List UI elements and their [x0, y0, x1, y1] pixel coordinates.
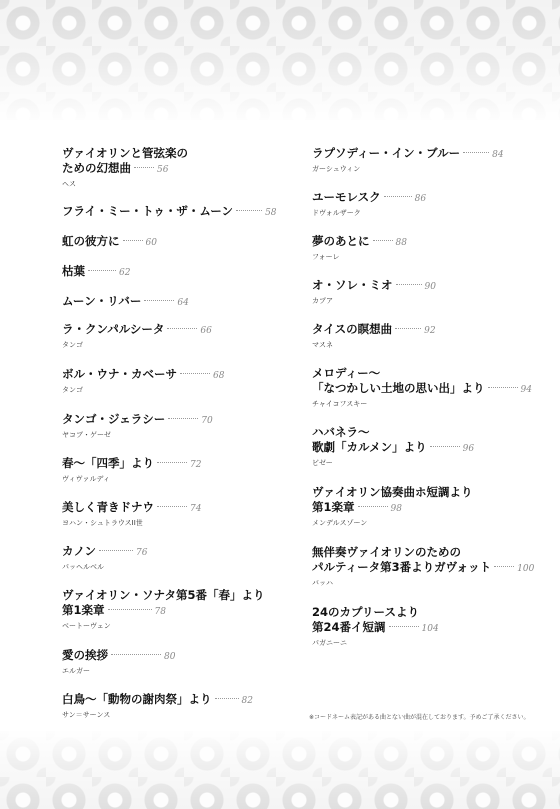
dot-leader — [215, 698, 239, 699]
page-number: 60 — [145, 238, 157, 248]
composer: メンデルスゾーン — [312, 519, 368, 527]
composer: マスネ — [312, 341, 333, 349]
page-number: 62 — [119, 268, 131, 278]
page-number: 82 — [241, 696, 253, 706]
entry-title-line: タンゴ・ジェラシー 70 — [62, 412, 213, 426]
composer: タンゴ — [62, 386, 83, 394]
dot-leader — [236, 210, 262, 211]
toc-entry — [312, 485, 473, 528]
entry-title-line: 白鳥〜「動物の謝肉祭」より 82 — [62, 692, 253, 706]
page-number: 58 — [265, 208, 277, 218]
entry-title-line: 愛の挨拶 80 — [62, 648, 176, 662]
composer: ビゼー — [312, 459, 333, 467]
page-number: 100 — [517, 564, 535, 574]
dot-leader — [134, 167, 154, 168]
page-number: 78 — [154, 607, 166, 617]
toc-entry — [62, 234, 157, 251]
toc-entry — [62, 294, 189, 311]
toc-entry — [62, 412, 213, 440]
entry-title-line: 「なつかしい土地の思い出」より 94 — [312, 381, 532, 395]
entry-title-line: ハバネラ〜 — [312, 425, 370, 439]
composer: ヨハン・シュトラウスII世 — [62, 519, 143, 527]
entry-title-line: ユーモレスク 86 — [312, 190, 427, 204]
composer: フォーレ — [312, 253, 340, 261]
page-number: 68 — [213, 371, 225, 381]
entry-title-line: ラ・クンパルシータ 66 — [62, 322, 212, 336]
composer: ドヴォルザーク — [312, 209, 361, 217]
toc-entry — [312, 545, 534, 588]
composer: ヤコブ・ゲーゼ — [62, 431, 111, 439]
composer: カプア — [312, 297, 333, 305]
dot-leader — [384, 196, 412, 197]
toc-entry — [62, 648, 175, 676]
entry-title-line: 歌劇「カルメン」より 96 — [312, 440, 475, 454]
page-number: 70 — [201, 416, 213, 426]
entry-title-line: ための幻想曲 56 — [62, 161, 169, 175]
toc-entry — [62, 544, 148, 572]
toc-entry — [62, 456, 201, 484]
damask-fade-bottom — [0, 727, 560, 809]
toc-entry — [312, 190, 426, 218]
dot-leader — [358, 506, 388, 507]
composer: バッハ — [312, 579, 333, 587]
entry-title-line: ボル・ウナ・カベーサ 68 — [62, 367, 225, 381]
toc-entry — [62, 500, 201, 528]
dot-leader — [88, 270, 116, 271]
dot-leader — [123, 240, 143, 241]
entry-title-line: 無伴奏ヴァイオリンのための — [312, 545, 462, 559]
page-number: 104 — [421, 624, 439, 634]
dot-leader — [108, 609, 152, 610]
page-number: 76 — [136, 548, 148, 558]
composer: パッヘルベル — [62, 563, 104, 571]
entry-title-line: フライ・ミー・トゥ・ザ・ムーン 58 — [62, 204, 277, 218]
entry-title-line: 美しく青きドナウ 74 — [62, 500, 202, 514]
entry-title-line: カノン 76 — [62, 544, 148, 558]
dot-leader — [430, 446, 460, 447]
entry-title-line: 春〜「四季」より 72 — [62, 456, 202, 470]
toc-entry — [62, 146, 188, 189]
page-number: 80 — [164, 652, 176, 662]
page-number: 64 — [177, 298, 189, 308]
entry-title-line: ヴァイオリン・ソナタ第5番「春」より — [62, 588, 265, 602]
page-number: 66 — [200, 326, 212, 336]
entry-title-line: 第24番イ短調 104 — [312, 620, 439, 634]
dot-leader — [168, 418, 198, 419]
toc-entry — [312, 146, 504, 174]
entry-title-line: ヴァイオリン協奏曲ホ短調より — [312, 485, 473, 499]
page-number: 74 — [190, 504, 202, 514]
page-number: 86 — [414, 194, 427, 204]
entry-title-line: ラプソディー・イン・ブルー 84 — [312, 146, 504, 160]
dot-leader — [157, 506, 187, 507]
dot-leader — [111, 654, 161, 655]
entry-title-line: メロディー〜 — [312, 366, 381, 380]
entry-title-line: 枯葉 62 — [62, 264, 131, 278]
entry-title-line: オ・ソレ・ミオ 90 — [312, 278, 436, 292]
entry-title-line: パルティータ第3番よりガヴォット 100 — [312, 560, 535, 574]
page-number: 92 — [424, 326, 436, 336]
dot-leader — [389, 626, 419, 627]
composer: チャイコフスキー — [312, 400, 368, 408]
page-number: 98 — [390, 504, 402, 514]
page-number: 56 — [157, 165, 169, 175]
dot-leader — [99, 550, 133, 551]
toc-entry — [312, 322, 436, 350]
dot-leader — [373, 240, 393, 241]
composer: ベートーヴェン — [62, 622, 111, 630]
toc-entry — [62, 588, 264, 631]
composer: ヴィヴァルディ — [62, 475, 110, 483]
composer: ヘス — [62, 180, 76, 188]
composer: パガニーニ — [312, 639, 347, 647]
entry-title-line: ムーン・リバー 64 — [62, 294, 189, 308]
damask-fade-top — [0, 0, 560, 125]
composer: タンゴ — [62, 341, 83, 349]
entry-title-line: タイスの瞑想曲 92 — [312, 322, 436, 336]
dot-leader — [395, 328, 421, 329]
entry-title-line: 24のカプリースより — [312, 605, 419, 619]
page-number: 94 — [520, 385, 532, 395]
toc-entry — [62, 204, 277, 221]
footnote: ※コードネーム表記がある曲とない曲が混在しております。予めご了承ください。 — [309, 714, 530, 721]
page-number: 84 — [492, 150, 504, 160]
page-number: 72 — [190, 460, 202, 470]
dot-leader — [488, 387, 518, 388]
toc-entry — [312, 425, 474, 468]
dot-leader — [157, 462, 187, 463]
page-number: 90 — [424, 282, 436, 292]
composer: エルガー — [62, 667, 90, 675]
dot-leader — [463, 152, 489, 153]
dot-leader — [167, 328, 197, 329]
toc-entry — [312, 278, 436, 306]
toc-entry — [312, 366, 532, 409]
toc-entry — [62, 322, 212, 350]
toc-entry — [62, 367, 224, 395]
composer: サン＝サーンス — [62, 711, 111, 719]
dot-leader — [396, 284, 422, 285]
toc-entry — [62, 264, 130, 281]
page-number: 96 — [462, 444, 475, 454]
toc-entry — [312, 605, 439, 648]
dot-leader — [494, 566, 514, 567]
entry-title-line: 虹の彼方に 60 — [62, 234, 157, 248]
entry-title-line: 夢のあとに 88 — [312, 234, 407, 248]
entry-title-line: 第1楽章 98 — [312, 500, 402, 514]
composer: ガーシュウィン — [312, 165, 361, 173]
entry-title-line: ヴァイオリンと管弦楽の — [62, 146, 189, 160]
entry-title-line: 第1楽章 78 — [62, 603, 166, 617]
toc-entry — [62, 692, 253, 720]
page-number: 88 — [395, 238, 407, 248]
toc-entry — [312, 234, 407, 262]
dot-leader — [180, 373, 210, 374]
dot-leader — [144, 300, 174, 301]
